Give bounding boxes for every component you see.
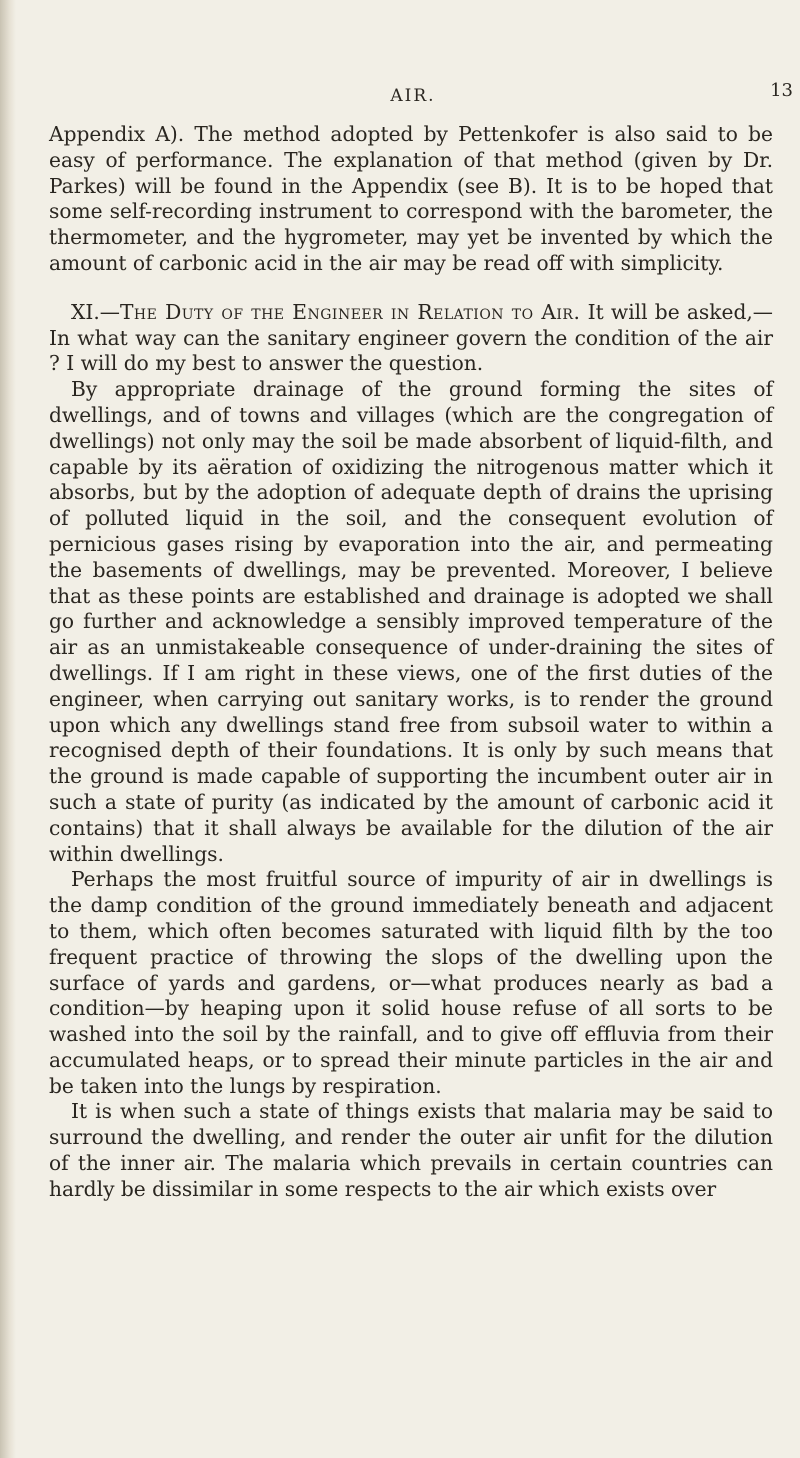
section-number: XI.—	[71, 299, 120, 324]
body-text	[49, 122, 773, 1203]
running-head	[33, 80, 793, 114]
paragraph-malaria: It is when such a state of things exists that malaria may be said to surround the dwelling, and render the outer air unfit for the dilution of the inner air. The malaria which prevails in certain countries can hardly be dissimilar in some respects to the air which exists over	[49, 1099, 773, 1201]
paragraph-impurity-source: Perhaps the most fruitful source of impurity of air in dwellings is the damp condition of the ground immediately beneath and adjacent to them, which often becomes saturated with liquid filth by the too frequent practice of throwing the slops of the dwelling upon the surface of yards and gardens, or—what produces nearly as bad a condition—by heaping upon it solid house refuse of all sorts to be washed into the soil by the rainfall, and to give off effluvia from their accumulated heaps, or to spread their minute particles in the air and be taken into the lungs by respiration.	[49, 867, 773, 1098]
running-title: AIR.	[390, 86, 436, 106]
page-number: 13	[770, 80, 793, 101]
section-xi-paragraph	[49, 300, 773, 377]
paragraph-drainage: By appropriate drainage of the ground forming the sites of dwellings, and of towns and villages (which are the congregation of dwellings) not only may the soil be made absorbent of liquid-filth, and capable by its aëration of oxidizing the nitrogenous matter which it absorbs, but by the adoption of adequate depth of drains the uprising of polluted liquid in the soil, and the consequent evolution of pernicious gases rising by evaporation into the air, and permeating the basements of dwellings, may be prevented. Moreover, I believe that as these points are established and drainage is adopted we shall go further and acknowledge a sensibly improved temperature of the air as an unmistakeable consequence of under-draining the sites of dwellings. If I am right in these views, one of the first duties of the engineer, when carrying out sanitary works, is to render the ground upon which any dwellings stand free from subsoil water to within a recognised depth of their foundations. It is only by such means that the ground is made capable of supporting the incumbent outer air in such a state of purity (as indicated by the amount of carbonic acid it contains) that it shall always be available for the dilution of the air within dwellings.	[49, 377, 773, 866]
page-binding-edge	[0, 0, 16, 1458]
paragraph-appendix-method: Appendix A). The method adopted by Pettenkofer is also said to be easy of performance. The explanation of that method (given by Dr. Parkes) will be found in the Appendix (see B). It is to be hoped that some self-recording instrument to correspond with the barometer, the thermometer, and the hygrometer, may yet be invented by which the amount of carbonic acid in the air may be read off with simplicity.	[49, 122, 773, 275]
section-heading: The Duty of the Engineer in Relation to Air.	[119, 299, 581, 324]
section-intro-text: It will be asked,—In what way can the sanitary engineer govern the condition of the air ? I will do my best to answer the question.	[49, 299, 773, 376]
